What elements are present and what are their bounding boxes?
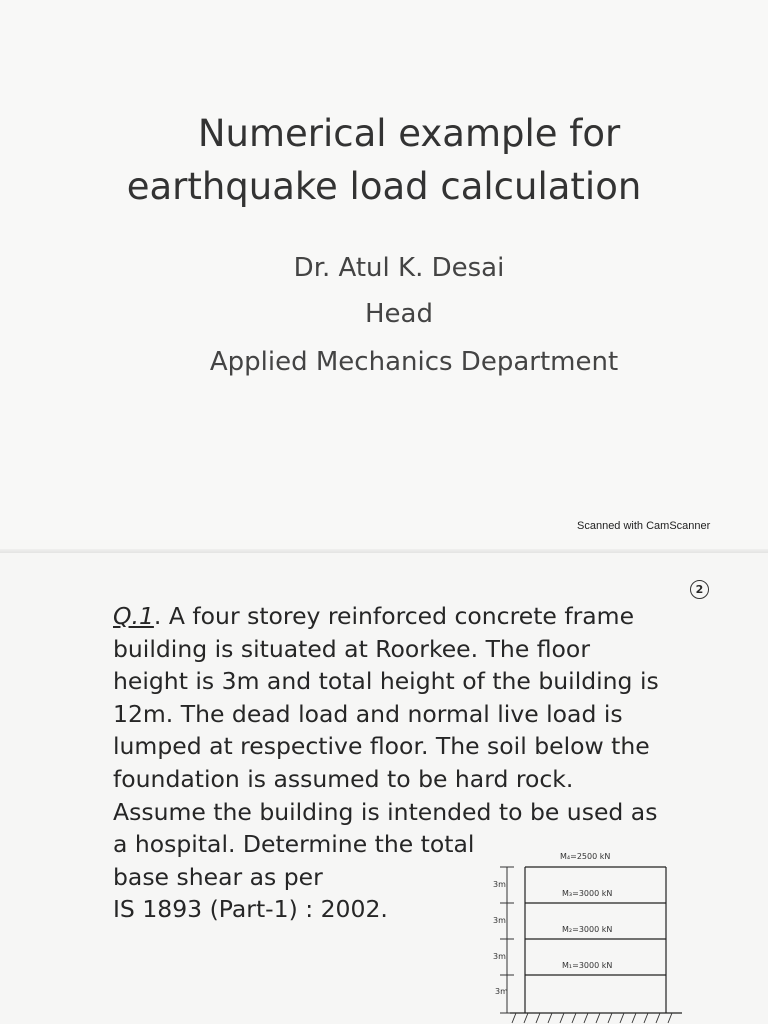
question-line: height is 3m and total height of the building is — [113, 667, 659, 696]
question-line: lumped at respective floor. The soil below the — [113, 732, 650, 761]
storey-height-label: 3m — [495, 987, 508, 996]
storey-height-label: 3m — [493, 880, 506, 889]
department-name: Applied Mechanics Department — [209, 347, 619, 377]
storey-height-label: 3m — [493, 952, 506, 961]
page-number-badge: 2 — [690, 580, 709, 599]
author-name: Dr. Atul K. Desai — [293, 253, 505, 283]
question-line: Q.1. A four storey reinforced concrete frame — [113, 602, 635, 630]
question-label: Q.1 — [113, 602, 154, 630]
mass-label-floor-1: M₁=3000 kN — [562, 961, 613, 970]
ground-hatching — [512, 1013, 672, 1023]
mass-label-floor-2: M₂=3000 kN — [562, 925, 613, 934]
author-role: Head — [365, 299, 433, 329]
question-line: building is situated at Roorkee. The floor — [113, 634, 590, 663]
slide-title-line-2: earthquake load calculation — [126, 165, 642, 208]
mass-label-floor-3: M₃=3000 kN — [562, 889, 613, 898]
storey-height-label: 3m — [493, 916, 506, 925]
question-line: base shear as per — [113, 862, 323, 891]
question-line: 12m. The dead load and normal live load is — [113, 699, 623, 728]
building-frame-diagram — [480, 845, 690, 1024]
question-line: a hospital. Determine the total — [113, 830, 475, 859]
question-line: IS 1893 (Part-1) : 2002. — [113, 895, 388, 924]
question-line: Assume the building is intended to be used as — [113, 797, 658, 826]
scanner-watermark: Scanned with CamScanner — [577, 520, 711, 532]
question-line: foundation is assumed to be hard rock. — [113, 764, 574, 793]
mass-label-roof: M₄=2500 kN — [560, 852, 611, 861]
slide-title-line-1: Numerical example for — [197, 112, 621, 155]
